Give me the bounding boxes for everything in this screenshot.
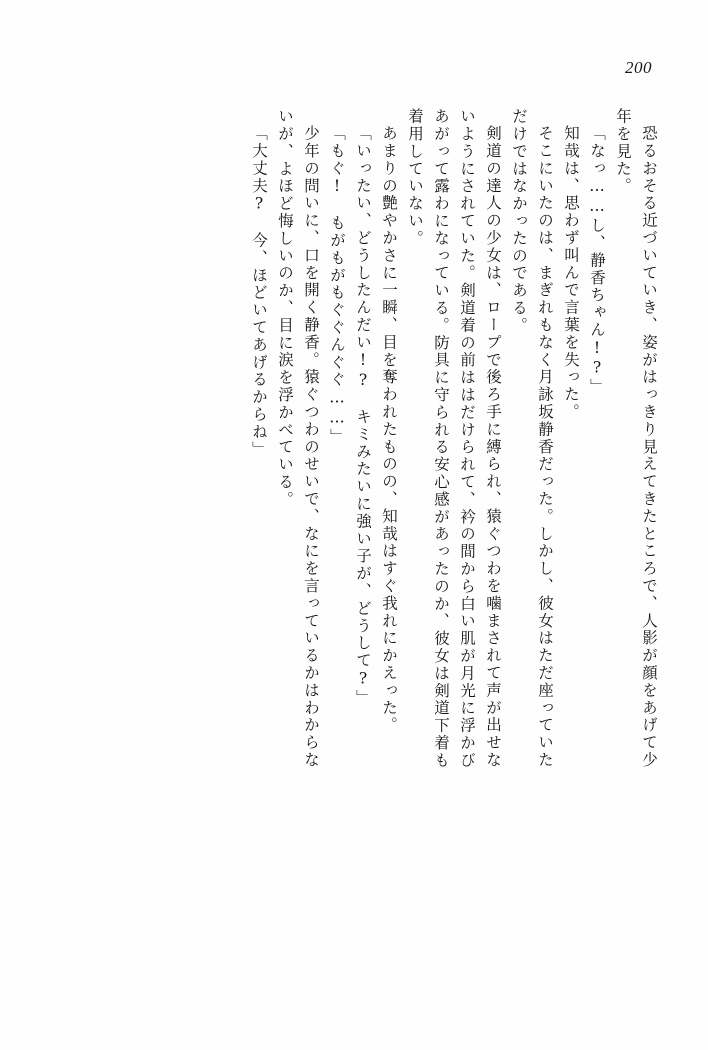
text-line: いようにされていた。剣道着の前ははだけられて、衿の間から白い肌が月光に浮かび: [458, 108, 476, 770]
text-line: 「もぐ! もがもがもぐぐんぐぐ……」: [328, 125, 346, 446]
text-line: 知哉は、思わず叫んで言葉を失った。: [562, 125, 580, 421]
text-line: 「いったい、どうしたんだい!? キミみたいに強い子が、どうして?」: [354, 125, 372, 707]
text-line: 「大丈夫? 今、ほどいてあげるからね」: [250, 125, 268, 459]
text-line: いが、よほど悔しいのか、目に涙を浮かべている。: [276, 108, 294, 509]
text-line: 着用していない。: [406, 108, 424, 248]
vertical-text-body: [52, 108, 656, 990]
text-line: 剣道の達人の少女は、ロープで後ろ手に縛られ、猿ぐつわを噛まされて声が出せな: [484, 125, 502, 769]
text-line: あまりの艶やかさに一瞬、目を奪われたものの、知哉はすぐ我れにかえった。: [380, 125, 398, 734]
text-line: あがって露わになっている。防具に守られる安心感があったのか、彼女は剣道下着も: [432, 108, 450, 770]
page-number: 200: [625, 58, 652, 77]
text-line: 少年の問いに、口を開く静香。猿ぐつわのせいで、なにを言っているかはわからな: [302, 125, 320, 769]
text-line: 「なっ……し、静香ちゃん!?」: [588, 125, 606, 396]
text-line: そこにいたのは、まぎれもなく月詠坂静香だった。しかし、彼女はただ座っていた: [536, 125, 554, 769]
text-line: だけではなかったのである。: [510, 108, 528, 335]
text-line: 恐るおそる近づいていき、姿がはっきり見えてきたところで、人影が顔をあげて少: [640, 125, 658, 769]
text-line: 年を見た。: [614, 108, 632, 195]
